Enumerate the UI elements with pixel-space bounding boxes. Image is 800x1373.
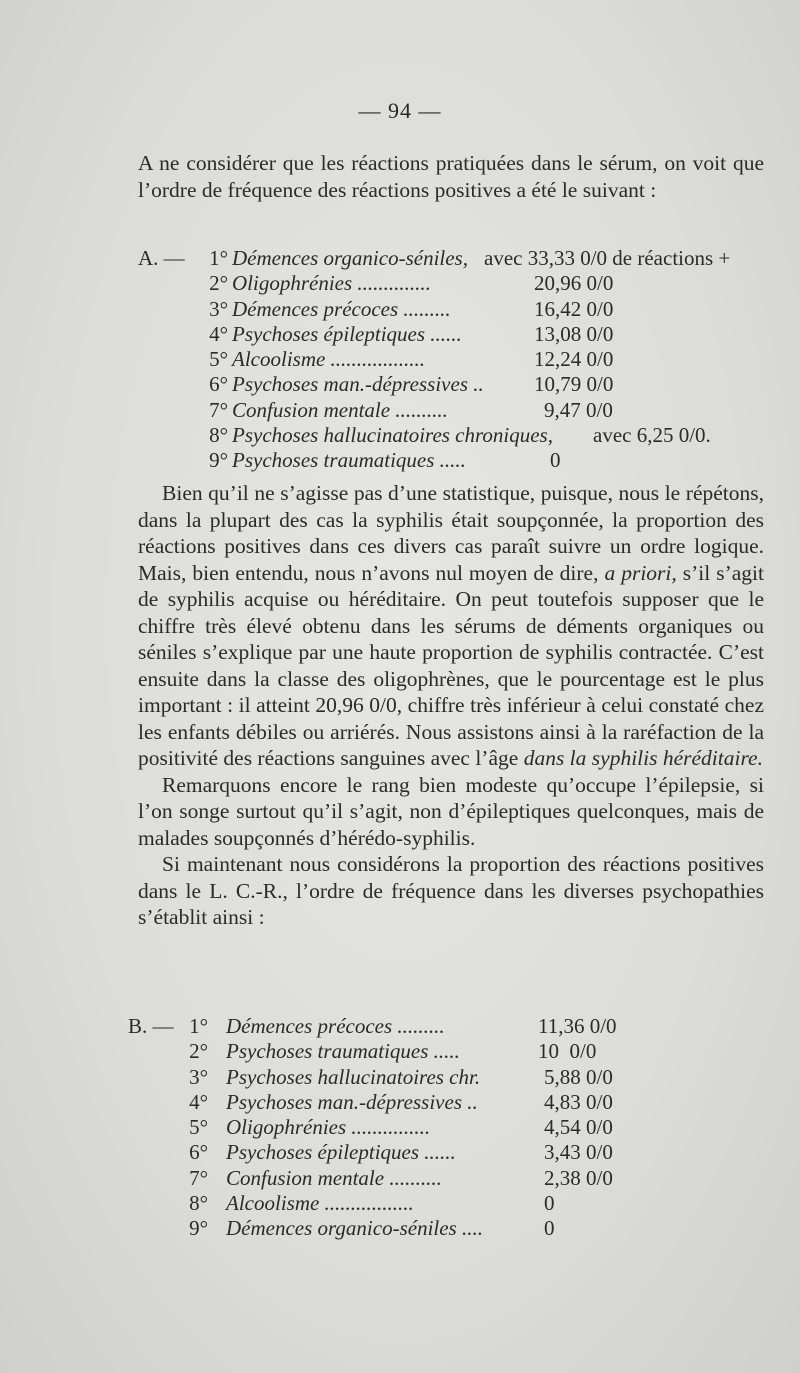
list-item-value: 0 <box>544 1216 555 1241</box>
list-item-number: 7° <box>189 1165 208 1190</box>
list-a-row <box>138 246 778 271</box>
list-item-number: 5° <box>189 1115 208 1140</box>
list-item-number: 1° <box>189 1014 208 1038</box>
body-text <box>138 480 764 931</box>
list-a-row <box>138 372 778 397</box>
paragraph-1-italic-a-priori: a priori, <box>604 560 677 585</box>
paragraph-1-part-a: Bien qu’il ne s’agisse pas d’une statistique, puisque, nous le répétons, dans la plupart des cas la syphilis était soupçonnée, la proportion des réactions positives dans ces divers cas paraît suivre un ordre logique. Mais, bien entendu, nous n’avons nul moyen de dire, <box>138 481 764 585</box>
list-item-number: 6° <box>189 1140 208 1165</box>
list-a-row <box>138 322 778 347</box>
list-a <box>138 246 778 474</box>
list-item-value: 11,36 0/0 <box>538 1014 617 1038</box>
list-a-row <box>138 423 778 448</box>
list-item-number: 6° <box>209 372 228 397</box>
list-item-number: 1° <box>209 246 228 270</box>
list-item-number: 2° <box>209 271 228 296</box>
list-item-value: 12,24 0/0 <box>534 347 614 372</box>
list-item-number: 3° <box>209 296 228 321</box>
list-item-value: avec 6,25 0/0. <box>593 423 711 448</box>
list-item-label: Oligophrénies .............. <box>232 271 431 296</box>
list-item-number: 8° <box>209 423 228 448</box>
list-item-value: 10 0/0 <box>538 1039 597 1064</box>
list-a-row <box>138 448 778 473</box>
list-item-value: 10,79 0/0 <box>534 372 614 397</box>
list-item-label: Psychoses traumatiques ..... <box>226 1039 460 1064</box>
list-item-number: 9° <box>209 448 228 473</box>
list-b-row <box>128 1115 768 1140</box>
list-item-label: Psychoses épileptiques ...... <box>232 321 462 346</box>
list-item-value: avec 33,33 0/0 de réactions + <box>484 246 731 270</box>
list-b-row <box>128 1039 768 1064</box>
list-b-row <box>128 1090 768 1115</box>
list-item-number: 5° <box>209 347 228 372</box>
list-a-row <box>138 271 778 296</box>
list-item-value: 4,54 0/0 <box>544 1115 613 1140</box>
list-item-value: 2,38 0/0 <box>544 1165 613 1190</box>
list-item-number: 8° <box>189 1191 208 1216</box>
list-item-label: Alcoolisme .................. <box>232 347 426 372</box>
list-b-row <box>128 1191 768 1216</box>
paragraph-1-part-c: s’il s’agit de syphilis acquise ou héréditaire. On peut toutefois supposer que le chiffre très élevé obtenu dans les sérums de déments organiques ou séniles s’explique par une haute proportion de syphilis contractée. C’est ensuite dans la classe des oligophrènes, que le pourcentage est le plus important : il atteint 20,96 0/0, chiffre très inférieur à celui constaté chez les enfants débiles ou arriérés. Nous assistons ainsi à la raréfaction de la positivité des réactions sanguines avec l’âge <box>138 560 765 770</box>
paragraph-1-italic-heredity: dans la syphilis héréditaire. <box>523 746 763 770</box>
list-b-row <box>128 1140 768 1165</box>
list-item-label: Oligophrénies ............... <box>226 1115 431 1140</box>
list-item-label: Psychoses hallucinatoires chr. <box>226 1064 481 1089</box>
list-item-label: Psychoses traumatiques ..... <box>232 448 466 473</box>
list-item-label: Démences précoces ......... <box>232 296 451 321</box>
list-item-value: 20,96 0/0 <box>534 271 614 296</box>
list-item-value: 3,43 0/0 <box>544 1140 613 1165</box>
list-b-prefix: B. — <box>128 1014 174 1038</box>
list-item-value: 13,08 0/0 <box>534 321 614 346</box>
list-a-row <box>138 398 778 423</box>
list-item-label: Psychoses épileptiques ...... <box>226 1140 456 1165</box>
list-b-row <box>128 1216 768 1241</box>
list-item-number: 7° <box>209 397 228 422</box>
list-b-row <box>128 1166 768 1191</box>
list-item-label: Psychoses man.-dépressives .. <box>232 372 484 397</box>
list-b-row <box>128 1014 768 1039</box>
list-item-number: 4° <box>189 1089 208 1114</box>
list-item-number: 9° <box>189 1216 208 1241</box>
list-item-value: 4,83 0/0 <box>544 1089 613 1114</box>
list-item-value: 9,47 0/0 <box>544 397 613 422</box>
list-a-row <box>138 297 778 322</box>
list-item-label: Psychoses man.-dépressives .. <box>226 1089 478 1114</box>
intro-paragraph: A ne considérer que les réactions pratiquées dans le sérum, on voit que l’ordre de fréquence des réactions positives a été le suivant : <box>138 151 764 202</box>
list-item-label: Démences organico-séniles, <box>232 246 468 270</box>
list-item-value: 16,42 0/0 <box>534 296 614 321</box>
list-b-row <box>128 1065 768 1090</box>
list-item-number: 3° <box>189 1064 208 1089</box>
paragraph-1 <box>138 480 764 772</box>
list-item-label: Démences organico-séniles .... <box>226 1216 483 1241</box>
paragraph-2: Remarquons encore le rang bien modeste qu’occupe l’épilepsie, si l’on songe surtout qu’il s’agit, non d’épileptiques quelconques, mais de malades soupçonnés d’hérédo-syphilis. <box>138 772 764 850</box>
list-b <box>128 1014 768 1242</box>
list-item-label: Confusion mentale .......... <box>226 1165 442 1190</box>
list-item-label: Alcoolisme ................. <box>226 1191 414 1216</box>
list-item-value: 0 <box>544 1191 555 1216</box>
page-number: — 94 — <box>358 98 442 123</box>
list-item-number: 2° <box>189 1039 208 1064</box>
list-item-label: Psychoses hallucinatoires chroniques, <box>232 423 553 448</box>
paragraph-3: Si maintenant nous considérons la proportion des réactions positives dans le L. C.-R., l’ordre de fréquence dans les diverses psychopathies s’établit ainsi : <box>138 852 764 929</box>
list-a-prefix: A. — <box>138 246 185 270</box>
list-a-row <box>138 347 778 372</box>
list-item-label: Confusion mentale .......... <box>232 397 448 422</box>
list-item-number: 4° <box>209 321 228 346</box>
list-item-value: 5,88 0/0 <box>544 1064 613 1089</box>
list-item-value: 0 <box>550 448 561 473</box>
list-item-label: Démences précoces ......... <box>226 1014 445 1038</box>
